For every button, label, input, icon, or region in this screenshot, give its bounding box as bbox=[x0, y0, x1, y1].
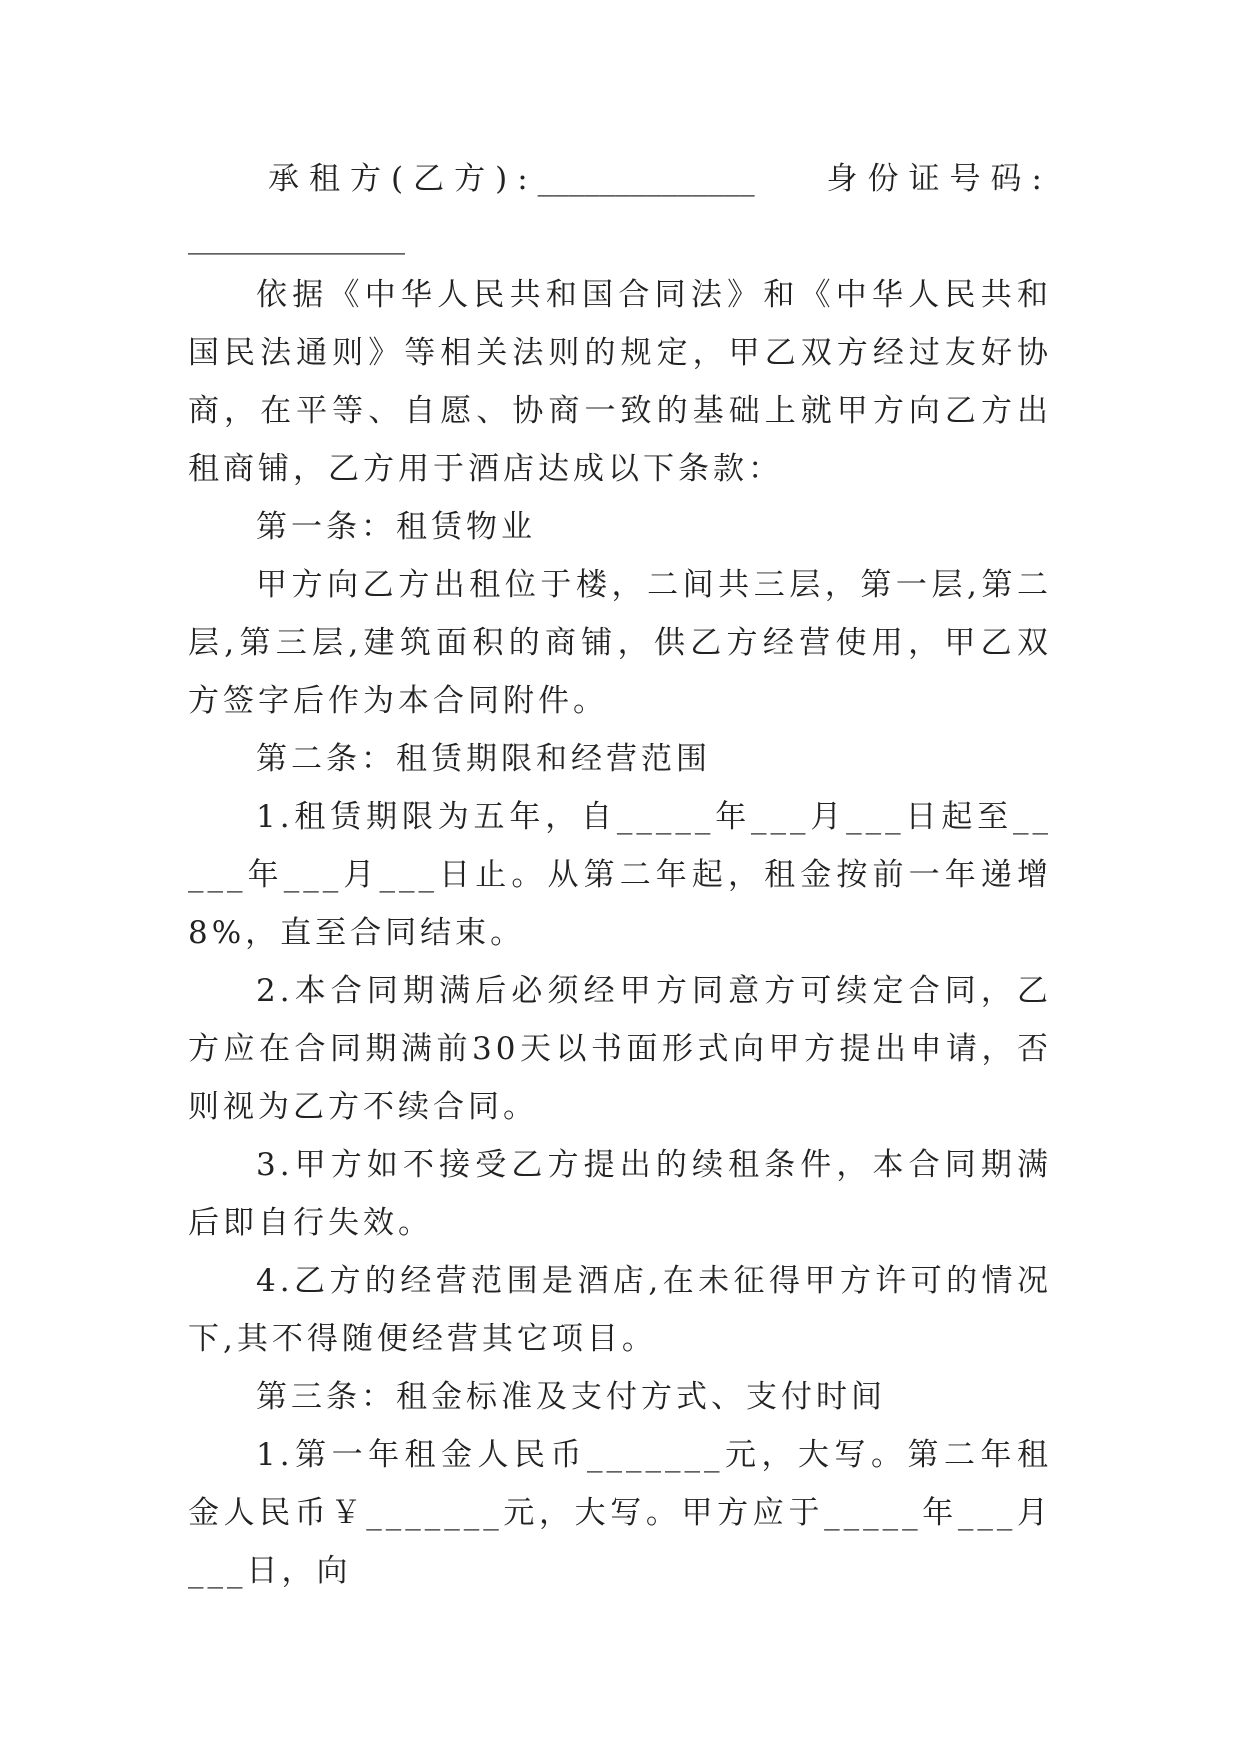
id-number-label: 身份证号码: bbox=[826, 161, 1052, 197]
article-3-clause-1: 1.第一年租金人民币_______元，大写。第二年租金人民币￥_______元，大写。甲方应于_____年___月___日，向 bbox=[188, 1437, 1052, 1589]
preamble-paragraph: 依据《中华人民共和国合同法》和《中华人民共和国民法通则》等相关法则的规定，甲乙双方经过友好协商，在平等、自愿、协商一致的基础上就甲方向乙方出租商铺，乙方用于酒店达成以下条款： bbox=[188, 277, 1052, 487]
article-3-heading: 第三条：租金标准及支付方式、支付时间 bbox=[256, 1379, 886, 1415]
lessee-label: 承租方(乙方): bbox=[268, 161, 538, 197]
document-body bbox=[188, 150, 1052, 1600]
article-2-clause-3: 3.甲方如不接受乙方提出的续租条件，本合同期满后即自行失效。 bbox=[188, 1147, 1052, 1241]
article-2-clause-1: 1.租赁期限为五年，自_____年___月___日起至_____年___月___日止。从第二年起，租金按前一年递增8%，直至合同结束。 bbox=[188, 799, 1052, 951]
article-1-heading: 第一条：租赁物业 bbox=[256, 509, 536, 545]
lessee-name-blank: ______________ bbox=[537, 161, 755, 197]
article-2-clause-2: 2.本合同期满后必须经甲方同意方可续定合同，乙方应在合同期满前30天以书面形式向甲方提出申请，否则视为乙方不续合同。 bbox=[188, 973, 1052, 1125]
lessee-group bbox=[268, 150, 755, 208]
article-1-body: 甲方向乙方出租位于楼，二间共三层，第一层,第二层,第三层,建筑面积的商铺，供乙方经营使用，甲乙双方签字后作为本合同附件。 bbox=[188, 567, 1052, 719]
article-2-heading: 第二条：租赁期限和经营范围 bbox=[256, 741, 711, 777]
article-2-clause-4: 4.乙方的经营范围是酒店,在未征得甲方许可的情况下,其不得随便经营其它项目。 bbox=[188, 1263, 1052, 1357]
id-number-blank: ______________ bbox=[188, 219, 405, 255]
lessee-header-line bbox=[188, 150, 1052, 208]
id-number-blank-line bbox=[188, 208, 1052, 266]
